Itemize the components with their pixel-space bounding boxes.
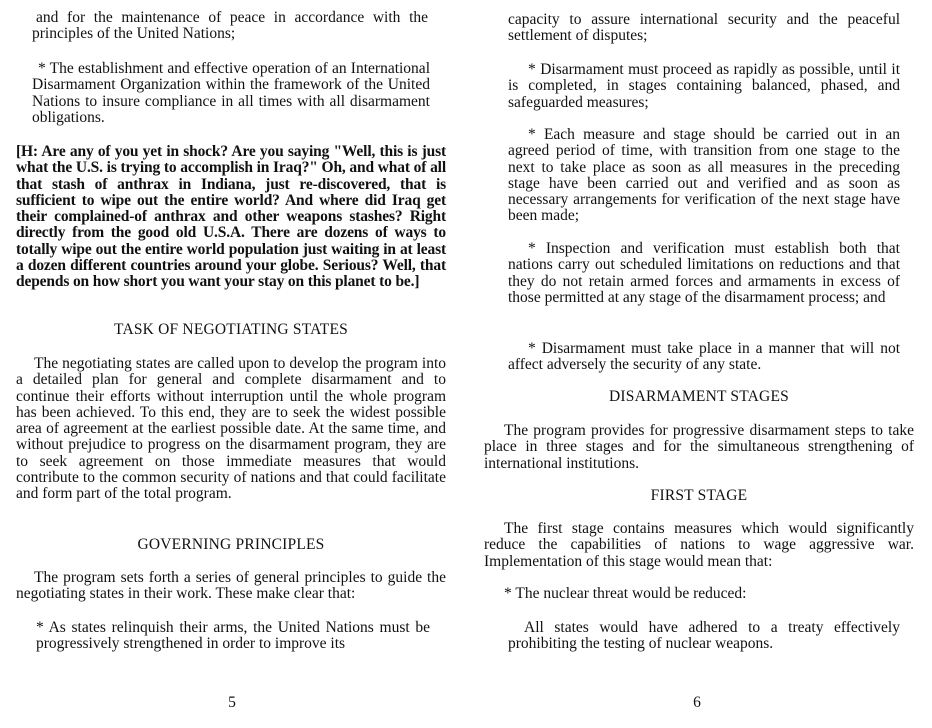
paragraph-test-ban-treaty: All states would have adhered to a treaty effectively prohibiting the testing of nuclear weapons. <box>508 619 900 653</box>
paragraph-continuation: capacity to assure international security and the peaceful settlement of disputes; <box>508 11 900 45</box>
page-number-right: 6 <box>693 694 701 711</box>
paragraph-continuation: and for the maintenance of peace in accordance with the principles of the United Nations; <box>32 9 428 43</box>
bullet-international-disarmament-organization: * The establishment and effective operation of an International Disarmament Organization within the framework of the United Nations to insure compliance in all times with all disarmament obligations. <box>32 60 430 126</box>
bullet-measure-and-stage: * Each measure and stage should be carried out in an agreed period of time, with transition from one stage to the next to take place as soon as all measures in the preceding stage have been carried out and verified and as soon as necessary arrangements for verification of the next stage have been made; <box>508 126 900 225</box>
editor-commentary: [H: Are any of you yet in shock? Are you saying "Well, this is just what the U.S. is trying to accomplish in Iraq?" Oh, and what of all that stash of anthrax in Indiana, just re-discovered, that is sufficient to wipe out the entire world? And where did Iraq get their complained-of anthrax and other weapons stashes? Right directly from the good old U.S.A. There are dozens of ways to totally wipe out the entire world population just waiting in at least a dozen different countries around your globe. Serious? Well, that depends on how short you want your stay on this planet to be.] <box>16 143 446 291</box>
bullet-disarmament-rapid: * Disarmament must proceed as rapidly as possible, until it is completed, in stages containing balanced, phased, and safeguarded measures; <box>508 61 900 111</box>
heading-first-stage: FIRST STAGE <box>650 487 748 504</box>
bullet-security-of-states: * Disarmament must take place in a manner that will not affect adversely the security of any state. <box>508 340 900 374</box>
heading-task-of-negotiating-states: TASK OF NEGOTIATING STATES <box>114 321 348 338</box>
paragraph-principles: The program sets forth a series of general principles to guide the negotiating states in their work. These make clear that: <box>16 569 446 603</box>
heading-governing-principles: GOVERNING PRINCIPLES <box>137 536 325 553</box>
paragraph-task: The negotiating states are called upon to develop the program into a detailed plan for general and complete disarmament and to continue their efforts without interruption until the whole program has been achieved. To this end, they are to seek the widest possible area of agreement at the earliest possible date. At the same time, and without prejudice to progress on the disarmament program, they are to seek agreement on those immediate measures that would contribute to the common security of nations and that could facilitate and form part of the total program. <box>16 355 446 503</box>
bullet-inspection-verification: * Inspection and verification must establish both that nations carry out scheduled limitations on reductions and that they do not retain armed forces and armaments in excess of those permitted at any stage of the disarmament process; and <box>508 240 900 306</box>
right-page <box>466 0 932 728</box>
bullet-nuclear-threat: * The nuclear threat would be reduced: <box>504 585 747 602</box>
page-number-left: 5 <box>228 694 236 711</box>
paragraph-first-stage: The first stage contains measures which would significantly reduce the capabilities of nations to wage aggressive war. Implementation of this stage would mean that: <box>484 520 914 570</box>
heading-disarmament-stages: DISARMAMENT STAGES <box>609 388 789 405</box>
paragraph-stages: The program provides for progressive disarmament steps to take place in three stages and for the simultaneous strengthening of international institutions. <box>484 422 914 472</box>
bullet-strengthen-united-nations: * As states relinquish their arms, the United Nations must be progressively strengthened in order to improve its <box>36 619 430 653</box>
